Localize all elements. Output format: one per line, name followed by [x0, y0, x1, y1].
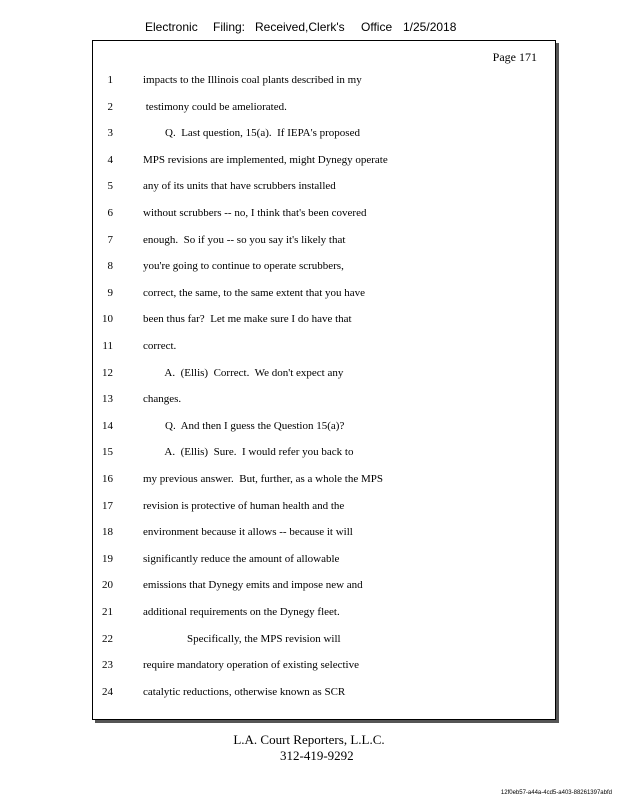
- line-number: 1: [107, 74, 113, 86]
- filing-stamp-date: 1/25/2018: [403, 20, 457, 34]
- transcript-line: [93, 443, 555, 461]
- line-text: Q. Last question, 15(a). If IEPA's proposed: [143, 127, 360, 140]
- line-number: 3: [107, 127, 113, 140]
- line-text: Q. And then I guess the Question 15(a)?: [143, 419, 345, 432]
- transcript-line: [93, 576, 555, 594]
- transcript-line: [93, 231, 555, 249]
- transcript-line: [93, 364, 555, 382]
- line-text: require mandatory operation of existing selective: [143, 659, 359, 672]
- line-text: any of its units that have scrubbers installed: [143, 180, 336, 193]
- transcript-line: [93, 337, 555, 355]
- filing-stamp-word-office: Office: [361, 20, 393, 34]
- line-number: 17: [102, 499, 113, 512]
- line-text: without scrubbers -- no, I think that's been covered: [143, 207, 367, 219]
- line-text: A. (Ellis) Sure. I would refer you back to: [143, 446, 354, 459]
- line-number: 22: [102, 632, 113, 645]
- line-number: 5: [107, 180, 113, 193]
- line-number: 7: [107, 233, 113, 246]
- transcript-line: [93, 550, 555, 568]
- transcript-line: [93, 656, 555, 674]
- transcript-line: [93, 390, 555, 408]
- court-reporter-name: L.A. Court Reporters, L.L.C.: [233, 732, 385, 747]
- line-number: 16: [102, 473, 113, 485]
- line-text: additional requirements on the Dynegy fleet.: [143, 606, 340, 618]
- line-number: 2: [107, 100, 113, 113]
- document-hash: 12f0eb57-a44a-4cd5-a403-88261397abfd: [500, 790, 612, 796]
- line-text: correct, the same, to the same extent that you have: [143, 286, 366, 299]
- line-number: 14: [102, 419, 113, 432]
- transcript-line: [93, 523, 555, 541]
- line-number: 19: [102, 552, 113, 565]
- line-number: 11: [102, 340, 113, 352]
- line-text: emissions that Dynegy emits and impose new and: [143, 579, 363, 592]
- line-number: 8: [107, 260, 113, 273]
- line-text: A. (Ellis) Correct. We don't expect any: [143, 366, 344, 379]
- line-text: been thus far? Let me make sure I do have that: [143, 313, 352, 326]
- line-number: 9: [107, 286, 113, 299]
- line-number: 12: [102, 366, 113, 379]
- line-text: revision is protective of human health and the: [143, 499, 345, 512]
- transcript-line: [93, 497, 555, 515]
- transcript-line: [93, 603, 555, 621]
- line-number: 23: [102, 659, 113, 672]
- transcript-line: [93, 417, 555, 435]
- line-number: 24: [102, 685, 113, 698]
- line-text: environment because it allows -- because it will: [143, 526, 353, 539]
- line-text: catalytic reductions, otherwise known as SCR: [143, 685, 346, 698]
- line-number: 21: [102, 606, 113, 618]
- line-text: enough. So if you -- so you say it's likely that: [143, 233, 346, 246]
- transcript-line: [93, 257, 555, 275]
- transcript-line: [93, 177, 555, 195]
- line-number: 13: [102, 393, 113, 406]
- transcript-line: [93, 151, 555, 169]
- line-number: 20: [102, 579, 113, 592]
- line-number: 6: [107, 207, 113, 219]
- transcript-line: [93, 284, 555, 302]
- page-number: Page 171: [492, 50, 537, 64]
- transcript-line: [93, 204, 555, 222]
- transcript-line: [93, 470, 555, 488]
- line-text: significantly reduce the amount of allowable: [143, 552, 340, 565]
- transcript-line: [93, 630, 555, 648]
- line-number: 4: [107, 153, 113, 166]
- line-number: 10: [102, 313, 113, 326]
- transcript-line: [93, 98, 555, 116]
- transcript-line: [93, 683, 555, 701]
- transcript-line: [93, 310, 555, 328]
- court-reporter-phone: 312-419-9292: [280, 748, 354, 763]
- line-text: testimony could be ameliorated.: [143, 100, 287, 113]
- line-text: impacts to the Illinois coal plants described in my: [143, 74, 362, 86]
- line-text: MPS revisions are implemented, might Dynegy operate: [143, 153, 388, 166]
- line-number: 18: [102, 526, 113, 539]
- transcript-line: [93, 124, 555, 142]
- filing-stamp-word-electronic: Electronic: [145, 20, 198, 34]
- filing-stamp-word-filing: Filing:: [213, 20, 246, 34]
- line-number: 15: [102, 446, 113, 459]
- line-text: changes.: [143, 393, 182, 406]
- transcript-line: [93, 71, 555, 89]
- transcript-page: [92, 40, 556, 720]
- line-text: you're going to continue to operate scrubbers,: [143, 260, 344, 273]
- line-text: Specifically, the MPS revision will: [143, 632, 341, 645]
- line-text: correct.: [143, 340, 177, 352]
- filing-stamp-word-received: Received,Clerk's: [255, 20, 345, 34]
- line-text: my previous answer. But, further, as a whole the MPS: [143, 473, 383, 485]
